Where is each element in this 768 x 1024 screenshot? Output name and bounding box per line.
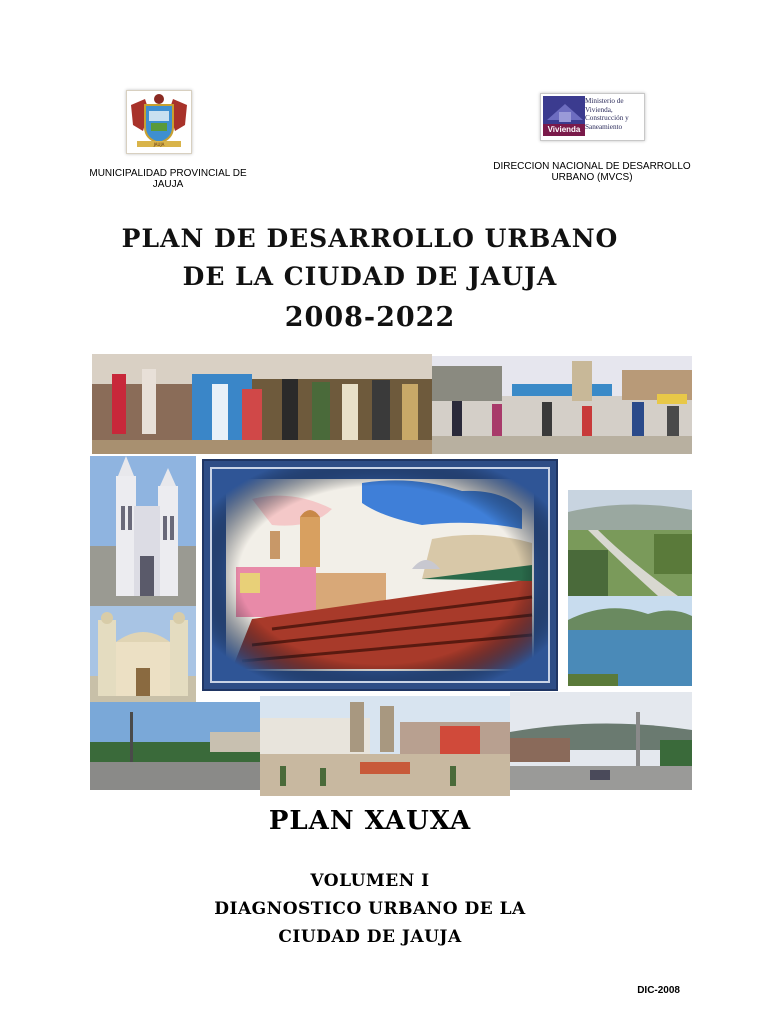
- photo-monument-street: [510, 692, 692, 790]
- title-line-1: PLAN DE DESARROLLO URBANO: [121, 224, 619, 253]
- photo-cathedral: [90, 456, 196, 606]
- photo-town-square: [260, 696, 510, 796]
- title-line-2: DE LA CIUDAD DE JAUJA: [182, 262, 558, 291]
- volume-description-line-1: DIAGNOSTICO URBANO DE LA: [214, 899, 526, 919]
- svg-text:JAUJA: JAUJA: [153, 142, 165, 147]
- photo-colonial-church: [90, 606, 196, 702]
- ministry-logo: [540, 93, 645, 141]
- publication-date: DIC-2008: [637, 985, 680, 996]
- title-years: 2008-2022: [284, 302, 456, 333]
- municipality-name: MUNICIPALIDAD PROVINCIAL DE JAUJA: [89, 168, 247, 190]
- photo-market: [432, 356, 692, 454]
- coat-of-arms-icon: [127, 91, 191, 153]
- house-roof-icon: [543, 96, 587, 126]
- photo-valley: [568, 490, 692, 596]
- volume-label: VOLUMEN I: [310, 871, 430, 891]
- photo-plaza: [90, 702, 260, 790]
- photo-collage: [88, 352, 694, 796]
- photo-lake: [568, 596, 692, 686]
- plan-name: PLAN XAUXA: [268, 806, 472, 836]
- watercolor-painting: [210, 467, 550, 683]
- photo-dancers: [92, 354, 432, 454]
- ministry-badge: Vivienda: [543, 124, 585, 136]
- ministry-logo-text: Ministerio de Vivienda, Construcción y Saneamiento: [585, 97, 629, 131]
- municipality-coat-of-arms-logo: [126, 90, 192, 154]
- direction-name: DIRECCION NACIONAL DE DESARROLLO URBANO (MVCS): [493, 161, 691, 183]
- volume-description-line-2: CIUDAD DE JAUJA: [278, 927, 462, 947]
- watercolor-painting-frame: [202, 459, 558, 691]
